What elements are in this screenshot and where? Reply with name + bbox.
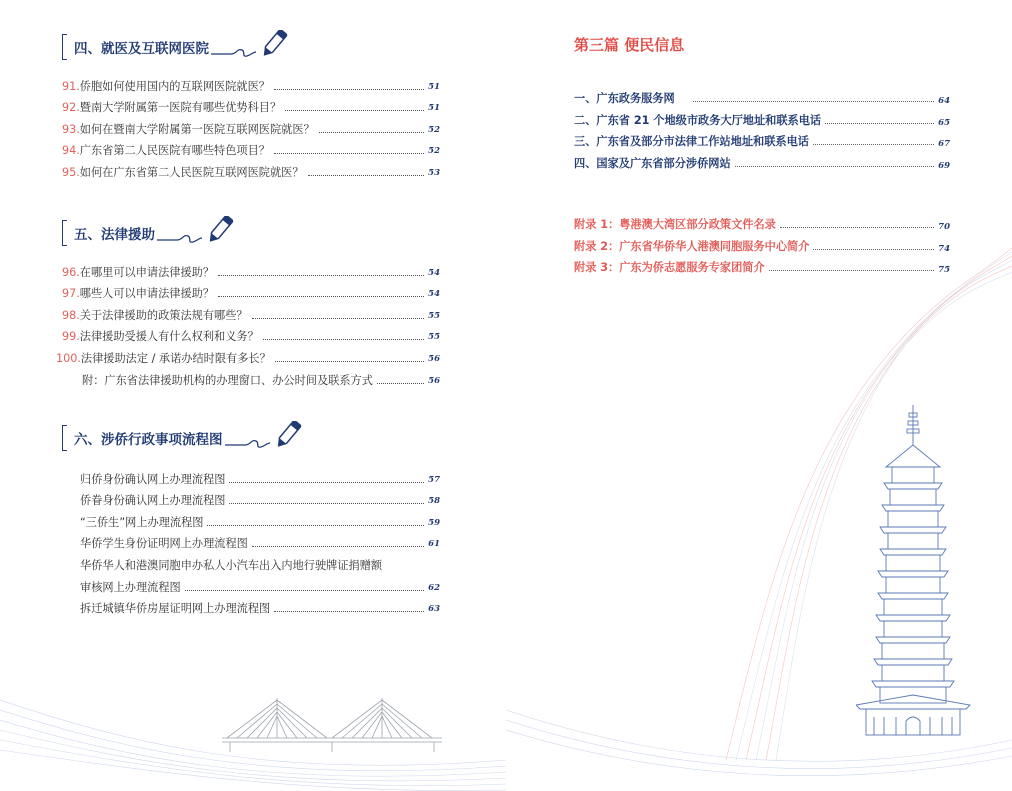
page-number: 62 — [428, 582, 440, 593]
item-number: 98. — [62, 308, 80, 322]
page-number: 65 — [938, 117, 950, 128]
item-title: 附录 2：广东省华侨华人港澳同胞服务中心简介 — [574, 239, 810, 253]
item-title: 拆迁城镇华侨房屋证明网上办理流程图 — [80, 602, 271, 616]
item-title: 二、广东省 21 个地级市政务大厅地址和联系电话 — [574, 113, 822, 127]
page-number: 55 — [428, 310, 440, 321]
item-title: 附录 3：广东为侨志愿服务专家团简介 — [574, 261, 765, 275]
page-number: 51 — [428, 103, 440, 114]
page-number: 58 — [428, 496, 440, 507]
item-number: 91. — [62, 79, 80, 93]
bridge-icon — [222, 694, 442, 754]
toc-item[interactable] — [574, 149, 950, 171]
leader-dots — [185, 590, 424, 591]
page-number: 53 — [428, 167, 440, 178]
toc-item[interactable] — [62, 280, 440, 302]
item-title: 附：广东省法律援助机构的办理窗口、办公时间及联系方式 — [82, 373, 373, 387]
toc-item[interactable] — [62, 530, 440, 552]
page-number: 54 — [428, 289, 440, 300]
toc-item[interactable] — [574, 84, 950, 106]
wave-decoration — [0, 640, 506, 791]
page-number: 56 — [428, 375, 440, 386]
item-title: 暨南大学附属第一医院有哪些优势科目？ — [79, 101, 282, 115]
toc-list-medical — [62, 72, 440, 180]
toc-item-appendix[interactable] — [574, 254, 950, 276]
page-number: 67 — [938, 139, 950, 150]
item-number: 97. — [62, 287, 80, 301]
leader-dots — [218, 275, 424, 276]
item-title: 侨胞如何使用国内的互联网医院就医？ — [79, 79, 270, 93]
leader-dots — [263, 339, 424, 340]
pen-icon — [225, 421, 305, 455]
section-title: 五、法律援助 — [74, 227, 155, 243]
item-title: 一、广东政务服务网 — [574, 91, 675, 105]
leader-dots — [825, 123, 934, 124]
toc-item[interactable] — [62, 465, 440, 487]
item-title: 广东省第二人民医院有哪些特色项目？ — [79, 144, 270, 158]
item-title: 归侨身份确认网上办理流程图 — [80, 472, 226, 486]
item-title: 华侨华人和港澳同胞申办私人小汽车出入内地行驶牌证捐赠额 — [80, 558, 383, 572]
pen-icon — [211, 30, 291, 64]
toc-item[interactable] — [574, 106, 950, 128]
item-title: 审核网上办理流程图 — [80, 580, 181, 594]
item-title: 附录 1：粤港澳大湾区部分政策文件名录 — [574, 217, 776, 231]
toc-item[interactable] — [62, 72, 440, 94]
toc-item-appendix[interactable] — [574, 232, 950, 254]
leader-dots — [229, 503, 424, 504]
leader-dots — [252, 318, 425, 319]
item-title: 四、国家及广东省部分涉侨网站 — [574, 157, 731, 171]
toc-item-appendix[interactable] — [62, 366, 440, 388]
leader-dots — [252, 546, 424, 547]
leader-dots — [207, 525, 424, 526]
leader-dots — [285, 110, 424, 111]
item-title: 哪些人可以申请法律援助？ — [79, 287, 215, 301]
leader-dots — [274, 89, 424, 90]
page-number: 61 — [428, 539, 440, 550]
toc-list-appendices — [574, 210, 950, 275]
right-page — [506, 0, 1012, 791]
toc-item[interactable] — [62, 94, 440, 116]
item-number: 94. — [62, 144, 80, 158]
leader-dots — [229, 482, 424, 483]
leader-dots — [319, 132, 424, 133]
part-title: 第三篇 便民信息 — [574, 36, 685, 54]
section-heading-flowcharts — [62, 425, 305, 451]
section-title: 四、就医及互联网医院 — [74, 41, 209, 57]
toc-item[interactable] — [62, 487, 440, 509]
item-title: 法律援助法定 / 承诺办结时限有多长？ — [80, 351, 271, 365]
item-number: 93. — [62, 122, 80, 136]
pen-icon — [157, 216, 237, 250]
section-heading-legal-aid — [62, 220, 237, 246]
leader-dots — [693, 101, 934, 102]
item-title: 法律援助受援人有什么权利和义务？ — [79, 330, 259, 344]
leader-dots — [218, 296, 424, 297]
page-number: 52 — [428, 146, 440, 157]
leader-dots — [377, 383, 424, 384]
toc-item[interactable] — [62, 508, 440, 530]
item-title: 侨眷身份确认网上办理流程图 — [80, 494, 226, 508]
toc-item-wrapped[interactable] — [62, 551, 440, 573]
leader-dots — [813, 144, 934, 145]
item-number: 100. — [56, 351, 81, 365]
toc-item[interactable] — [62, 137, 440, 159]
item-title: 如何在广东省第二人民医院互联网医院就医？ — [79, 165, 304, 179]
leader-dots — [274, 153, 424, 154]
leader-dots — [769, 270, 934, 271]
toc-item[interactable] — [56, 344, 440, 366]
page-number: 51 — [428, 81, 440, 92]
item-title: 如何在暨南大学附属第一医院互联网医院就医？ — [79, 122, 315, 136]
page-number: 74 — [938, 243, 950, 254]
item-number: 99. — [62, 330, 80, 344]
toc-item[interactable] — [62, 115, 440, 137]
toc-item[interactable] — [574, 128, 950, 150]
item-number: 92. — [62, 101, 80, 115]
toc-list-flowcharts — [62, 465, 440, 616]
page-number: 64 — [938, 95, 950, 106]
item-title: 在哪里可以申请法律援助？ — [79, 265, 215, 279]
page-number: 63 — [428, 604, 440, 615]
toc-item-appendix[interactable] — [574, 210, 950, 232]
toc-item[interactable] — [62, 258, 440, 280]
leader-dots — [735, 166, 935, 167]
page-number: 56 — [428, 353, 440, 364]
item-title: “三侨生”网上办理流程图 — [80, 515, 204, 529]
wave-decoration — [506, 240, 1012, 791]
leader-dots — [308, 175, 425, 176]
toc-item-continued[interactable] — [62, 573, 440, 595]
section-title: 六、涉侨行政事项流程图 — [74, 432, 223, 448]
page-number: 52 — [428, 124, 440, 135]
item-title: 关于法律援助的政策法规有哪些？ — [79, 308, 248, 322]
leader-dots — [780, 227, 934, 228]
section-heading-medical — [62, 34, 291, 60]
page-number: 54 — [428, 267, 440, 278]
page-number: 69 — [938, 161, 950, 172]
leader-dots — [275, 361, 424, 362]
toc-item[interactable] — [62, 595, 440, 617]
page-number: 57 — [428, 474, 440, 485]
toc-list-info — [574, 84, 950, 171]
toc-list-legal-aid — [56, 258, 440, 388]
heading-bracket — [62, 425, 67, 451]
page-number: 75 — [938, 265, 950, 276]
page-number: 70 — [938, 221, 950, 232]
toc-item[interactable] — [62, 301, 440, 323]
toc-item[interactable] — [62, 158, 440, 180]
leader-dots — [274, 611, 424, 612]
pagoda-icon — [856, 405, 971, 740]
item-title: 三、广东省及部分市法律工作站地址和联系电话 — [574, 135, 809, 149]
item-number: 96. — [62, 265, 80, 279]
leader-dots — [813, 249, 934, 250]
heading-bracket — [62, 34, 67, 60]
toc-item[interactable] — [62, 323, 440, 345]
page-number: 55 — [428, 332, 440, 343]
item-number: 95. — [62, 165, 80, 179]
item-title: 华侨学生身份证明网上办理流程图 — [80, 537, 248, 551]
heading-bracket — [62, 220, 67, 246]
page-number: 59 — [428, 517, 440, 528]
